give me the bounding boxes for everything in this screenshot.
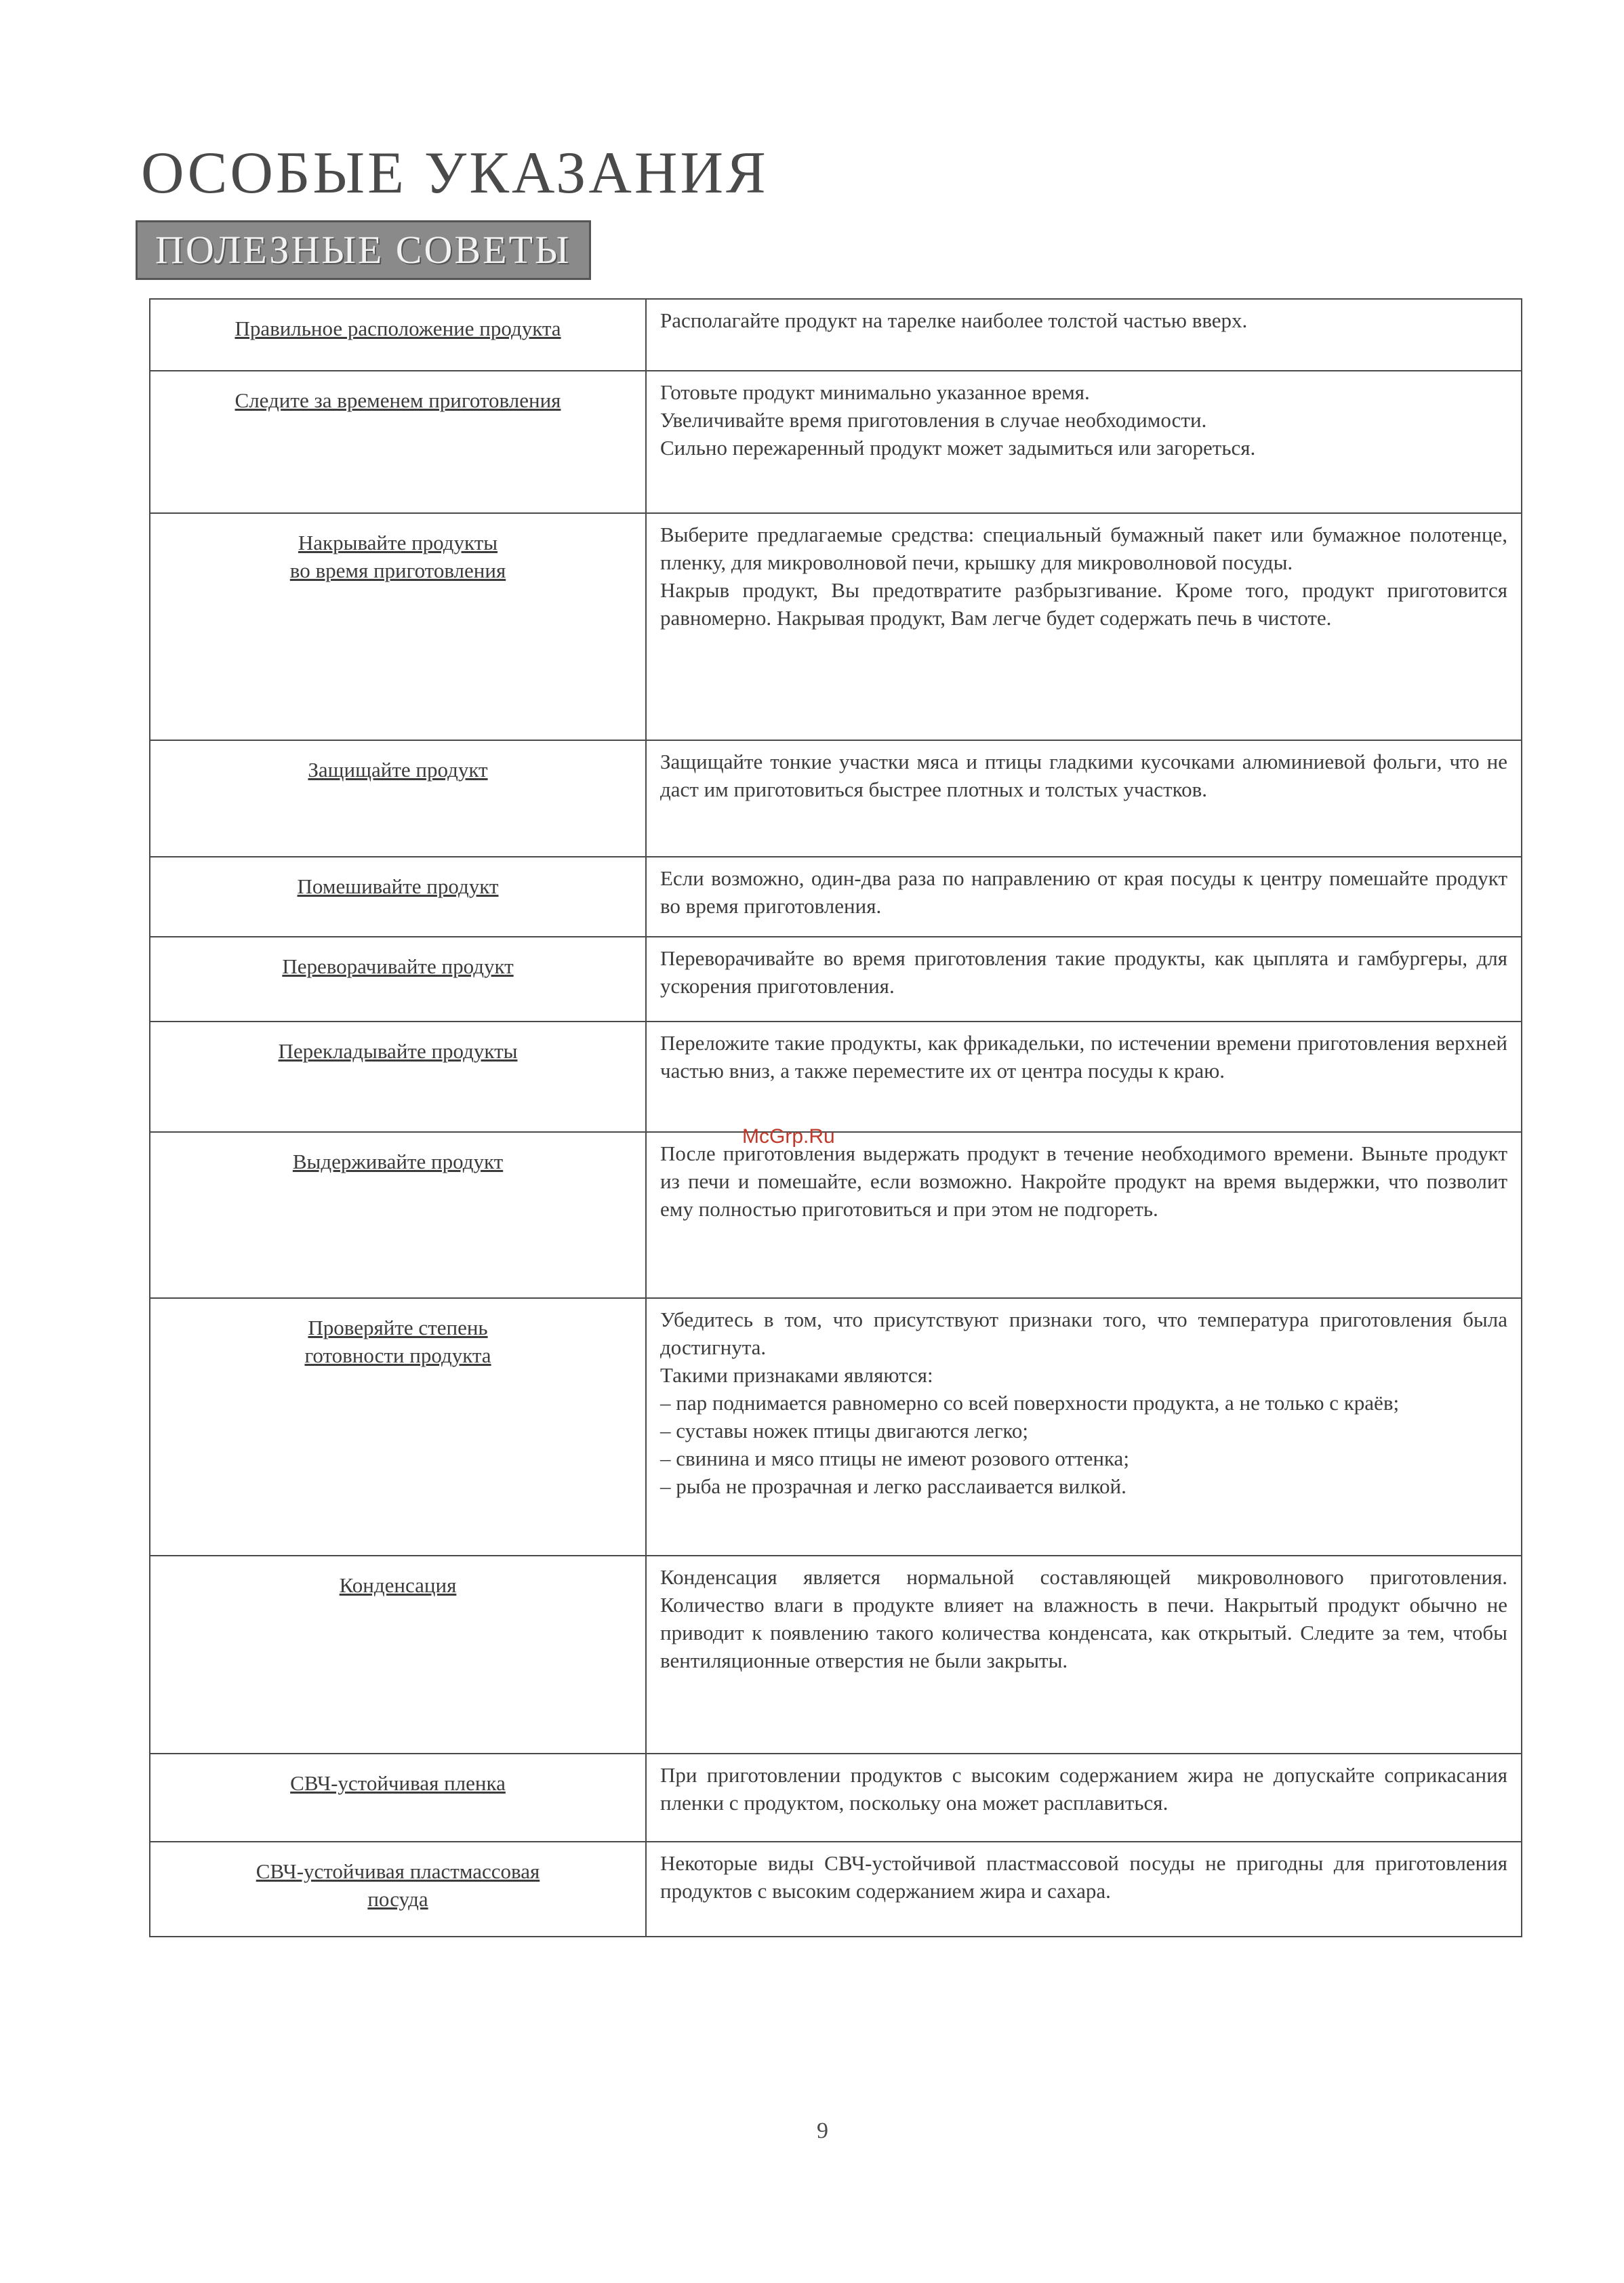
- table-row: [150, 1022, 1522, 1132]
- tip-label-cell: [150, 1022, 646, 1132]
- tip-description-line: Если возможно, один-два раза по направлению от края посуды к центру помешайте продукт во время приготовления.: [660, 866, 1507, 918]
- tip-description-cell: [646, 1298, 1522, 1556]
- tip-label-cell: [150, 513, 646, 740]
- table-row: [150, 740, 1522, 857]
- tip-description-line: – свинина и мясо птицы не имеют розового оттенка;: [660, 1447, 1129, 1470]
- tip-description-line: Такими признаками являются:: [660, 1363, 933, 1387]
- tip-label: Проверяйте степень: [308, 1316, 488, 1339]
- tip-description-cell: [646, 299, 1522, 371]
- table-row: [150, 1556, 1522, 1754]
- tip-label: Правильное расположение продукта: [235, 317, 561, 340]
- tip-label: Следите за временем приготовления: [235, 388, 561, 412]
- tip-description-line: Переложите такие продукты, как фрикадельки, по истечении времени приготовления верхней частью вниз, а также переместите их от центра посуды к краю.: [660, 1031, 1507, 1083]
- tip-description-cell: [646, 1754, 1522, 1842]
- tip-label-cell: [150, 299, 646, 371]
- tip-description-line: Готовьте продукт минимально указанное время.: [660, 380, 1090, 404]
- tip-description-line: Располагайте продукт на тарелке наиболее толстой частью вверх.: [660, 308, 1248, 332]
- tip-description-line: – суставы ножек птицы двигаются легко;: [660, 1419, 1029, 1442]
- tip-label: посуда: [367, 1887, 428, 1911]
- tip-description-cell: [646, 1132, 1522, 1298]
- tip-label-cell: [150, 1754, 646, 1842]
- tip-description-cell: [646, 1842, 1522, 1937]
- table-row: [150, 513, 1522, 740]
- section-banner: ПОЛЕЗНЫЕ СОВЕТЫ: [136, 220, 591, 280]
- tip-description-line: Накрыв продукт, Вы предотвратите разбрызгивание. Кроме того, продукт приготовится равномерно. Накрывая продукт, Вам легче будет содержать печь в чистоте.: [660, 578, 1507, 630]
- table-row: [150, 857, 1522, 937]
- tip-description-cell: [646, 857, 1522, 937]
- tip-label-cell: [150, 740, 646, 857]
- tip-description-line: Конденсация является нормальной составляющей микроволнового приготовления. Количество влаги в продукте влияет на влажность в печи. Накрытый продукт обычно не приводит к появлению такого количества конденсата, как открытый. Следите за тем, чтобы вентиляционные отверстия не были закрыты.: [660, 1565, 1507, 1672]
- tip-label-cell: [150, 937, 646, 1022]
- tip-description-line: Увеличивайте время приготовления в случае необходимости.: [660, 408, 1207, 432]
- tip-label-cell: [150, 1842, 646, 1937]
- tip-label: во время приготовления: [289, 559, 506, 582]
- tips-table: [149, 298, 1522, 1937]
- tip-description-cell: [646, 1556, 1522, 1754]
- tip-label: СВЧ-устойчивая пленка: [290, 1771, 506, 1795]
- tip-description-line: Некоторые виды СВЧ-устойчивой пластмассовой посуды не пригодны для приготовления продуктов с высоким содержанием жира и сахара.: [660, 1851, 1507, 1903]
- tip-label-cell: [150, 1556, 646, 1754]
- tip-description-line: При приготовлении продуктов с высоким содержанием жира не допускайте соприкасания пленки с продуктом, поскольку она может расплавиться.: [660, 1763, 1507, 1815]
- page-title: ОСОБЫЕ УКАЗАНИЯ: [141, 140, 769, 206]
- tip-label: Защищайте продукт: [308, 758, 488, 782]
- tip-label: Перекладывайте продукты: [278, 1039, 518, 1063]
- tip-label-cell: [150, 1298, 646, 1556]
- tip-label-cell: [150, 1132, 646, 1298]
- watermark: McGrp.Ru: [742, 1125, 835, 1148]
- tip-description-cell: [646, 740, 1522, 857]
- table-row: [150, 299, 1522, 371]
- tip-label: Накрывайте продукты: [298, 531, 498, 554]
- tip-description-line: После приготовления выдержать продукт в течение необходимого времени. Выньте продукт из печи и помешайте, если возможно. Накройте продукт на время выдержки, что позволит ему полностью приготовиться и при этом не подгореть.: [660, 1142, 1507, 1221]
- tip-description-line: Защищайте тонкие участки мяса и птицы гладкими кусочками алюминиевой фольги, что не даст им приготовиться быстрее плотных и толстых участков.: [660, 750, 1507, 801]
- table-row: [150, 937, 1522, 1022]
- tip-description-cell: [646, 1022, 1522, 1132]
- table-row: [150, 1298, 1522, 1556]
- tip-label: Переворачивайте продукт: [282, 954, 514, 978]
- tip-label: Помешивайте продукт: [297, 874, 499, 898]
- table-row: [150, 1754, 1522, 1842]
- tip-label-cell: [150, 857, 646, 937]
- tip-description-cell: [646, 937, 1522, 1022]
- table-row: [150, 1842, 1522, 1937]
- table-row: [150, 371, 1522, 513]
- page-number: 9: [817, 2118, 828, 2143]
- tip-label: СВЧ-устойчивая пластмассовая: [256, 1859, 540, 1883]
- tip-description-cell: [646, 513, 1522, 740]
- tip-label: Конденсация: [339, 1573, 457, 1597]
- tip-description-line: Убедитесь в том, что присутствуют признаки того, что температура приготовления была достигнута.: [660, 1308, 1507, 1359]
- tip-description-line: – пар поднимается равномерно со всей поверхности продукта, а не только с краёв;: [660, 1391, 1400, 1415]
- tip-label-cell: [150, 371, 646, 513]
- tip-description-cell: [646, 371, 1522, 513]
- table-row: [150, 1132, 1522, 1298]
- tip-label: Выдерживайте продукт: [292, 1150, 504, 1173]
- tips-table-body: [150, 299, 1522, 1937]
- tip-description-line: Выберите предлагаемые средства: специальный бумажный пакет или бумажное полотенце, пленку, для микроволновой печи, крышку для микроволновой посуды.: [660, 523, 1507, 574]
- tip-label: готовности продукта: [304, 1343, 491, 1367]
- tip-description-line: – рыба не прозрачная и легко расслаивается вилкой.: [660, 1474, 1126, 1498]
- tip-description-line: Сильно пережаренный продукт может задымиться или загореться.: [660, 436, 1256, 460]
- tip-description-line: Переворачивайте во время приготовления такие продукты, как цыплята и гамбургеры, для ускорения приготовления.: [660, 946, 1507, 998]
